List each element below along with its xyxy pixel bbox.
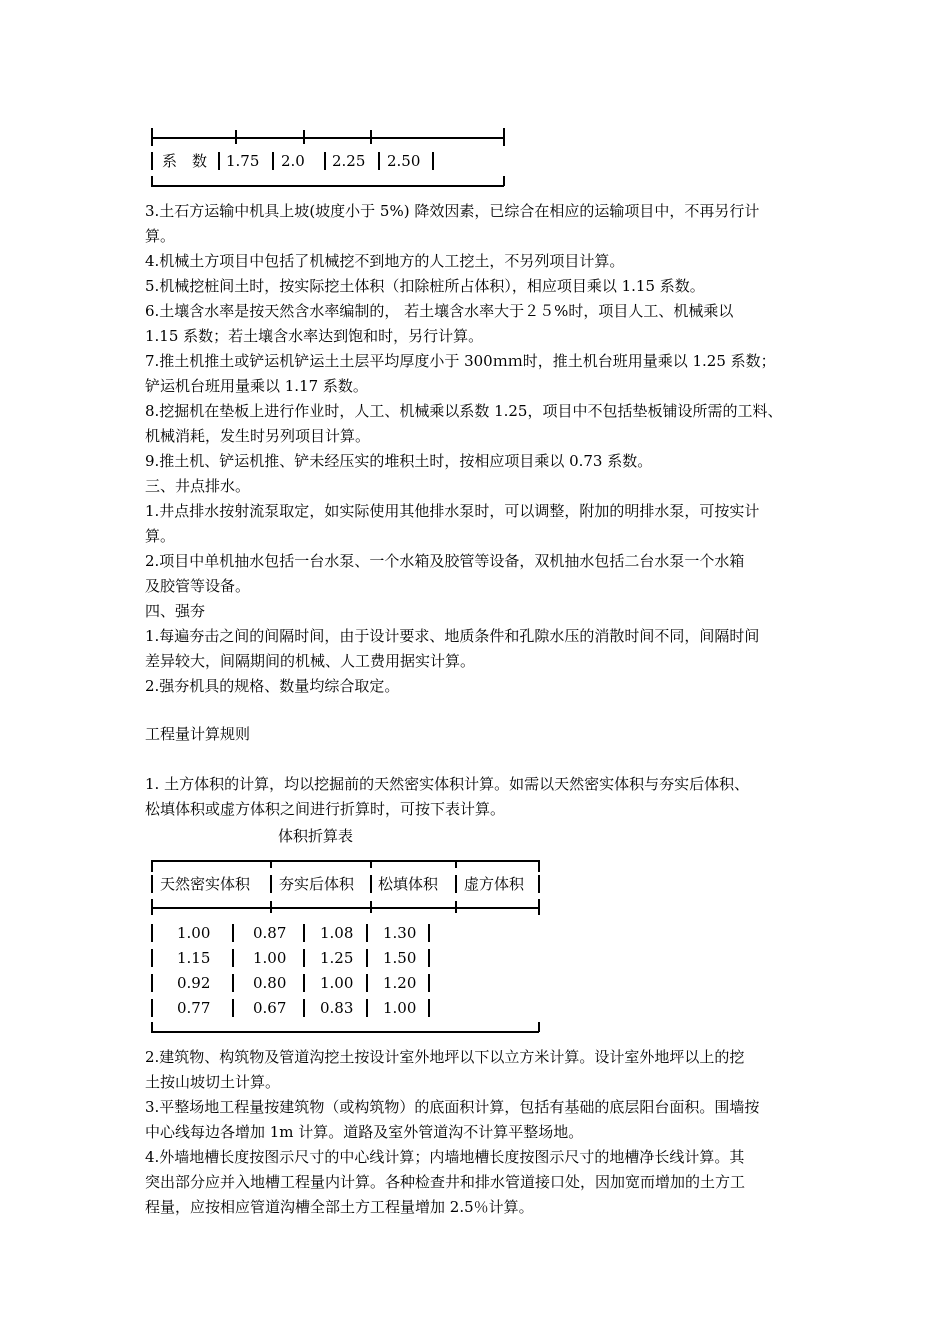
paragraph: 1.井点排水按射流泵取定，如实际使用其他排水泵时，可以调整，附加的明排水泵，可按实计 算。	[145, 502, 760, 545]
table-cell: 0.67	[253, 999, 287, 1017]
paragraph: 4.机械土方项目中包括了机械挖不到地方的人工挖土，不另列项目计算。	[145, 252, 625, 270]
paragraph: 5.机械挖桩间土时，按实际挖土体积（扣除桩所占体积），相应项目乘以 1.15 系数。	[145, 277, 705, 295]
table-title: 体积折算表	[278, 827, 354, 845]
table-cell: 0.77	[177, 999, 211, 1017]
coef-value: 1.75	[226, 152, 260, 170]
section-heading: 三、井点排水。	[145, 477, 251, 495]
table-rule	[151, 137, 504, 139]
column-header: 松填体积	[378, 875, 439, 893]
coef-label: 系 数	[162, 152, 208, 170]
paragraph: 2.建筑物、构筑物及管道沟挖土按设计室外地坪以下以立方米计算。设计室外地坪以上的挖 土按山坡切土计算。	[145, 1048, 745, 1091]
table-cell: 0.87	[253, 924, 287, 942]
paragraph: 8.挖掘机在垫板上进行作业时，人工、机械乘以系数 1.25，项目中不包括垫板铺设所需的工料、 机械消耗，发生时另列项目计算。	[145, 402, 783, 445]
table-cell: 1.50	[383, 949, 417, 967]
paragraph: 6.土壤含水率是按天然含水率编制的， 若土壤含水率大于２５%时，项目人工、机械乘以 1.15 系数；若土壤含水率达到饱和时，另行计算。	[145, 302, 734, 345]
table-cell: 1.00	[253, 949, 287, 967]
paragraph: 1. 土方体积的计算，均以挖掘前的天然密实体积计算。如需以天然密实体积与夯实后体积、 松填体积或虚方体积之间进行折算时，可按下表计算。	[145, 775, 750, 818]
coef-value: 2.25	[332, 152, 366, 170]
section-heading: 四、强夯	[145, 602, 206, 620]
paragraph: 4.外墙地槽长度按图示尺寸的中心线计算；内墙地槽长度按图示尺寸的地槽净长线计算。其 突出部分应并入地槽工程量内计算。各种检查井和排水管道接口处，因加宽而增加的土方工 程量，应按相应管道沟槽全部土方工程量增加 2.5％计算。	[145, 1148, 746, 1216]
paragraph: 3.土石方运输中机具上坡(坡度小于 5%) 降效因素，已综合在相应的运输项目中，不再另行计 算。	[145, 202, 760, 245]
table-cell: 1.00	[177, 924, 211, 942]
table-cell: 1.00	[383, 999, 417, 1017]
table-cell: 1.25	[320, 949, 354, 967]
coef-value: 2.50	[387, 152, 421, 170]
table-cell: 0.83	[320, 999, 354, 1017]
table-cell: 1.00	[320, 974, 354, 992]
table-cell: 1.20	[383, 974, 417, 992]
paragraph: 3.平整场地工程量按建筑物（或构筑物）的底面积计算，包括有基础的底层阳台面积。围墙按 中心线每边各增加 1m 计算。道路及室外管道沟不计算平整场地。	[145, 1098, 760, 1141]
column-header: 虚方体积	[464, 875, 525, 893]
table-cell: 1.30	[383, 924, 417, 942]
column-header: 天然密实体积	[160, 875, 251, 893]
paragraph: 2.项目中单机抽水包括一台水泵、一个水箱及胶管等设备，双机抽水包括二台水泵一个水箱 及胶管等设备。	[145, 552, 745, 595]
rules-title: 工程量计算规则	[145, 725, 251, 743]
table-cell: 1.15	[177, 949, 211, 967]
paragraph: 1.每遍夯击之间的间隔时间，由于设计要求、地质条件和孔隙水压的消散时间不同，间隔时间 差异较大，间隔期间的机械、人工费用据实计算。	[145, 627, 760, 670]
paragraph: 9.推土机、铲运机推、铲未经压实的堆积土时，按相应项目乘以 0.73 系数。	[145, 452, 653, 470]
column-header: 夯实后体积	[279, 875, 355, 893]
coef-value: 2.0	[281, 152, 305, 170]
paragraph: 7.推土机推土或铲运机铲运土土层平均厚度小于 300ｍｍ时，推土机台班用量乘以 1.25 系数； 铲运机台班用量乘以 1.17 系数。	[145, 352, 776, 395]
table-cell: 1.08	[320, 924, 354, 942]
table-cell: 0.80	[253, 974, 287, 992]
paragraph: 2.强夯机具的规格、数量均综合取定。	[145, 677, 400, 695]
table-cell: 0.92	[177, 974, 211, 992]
